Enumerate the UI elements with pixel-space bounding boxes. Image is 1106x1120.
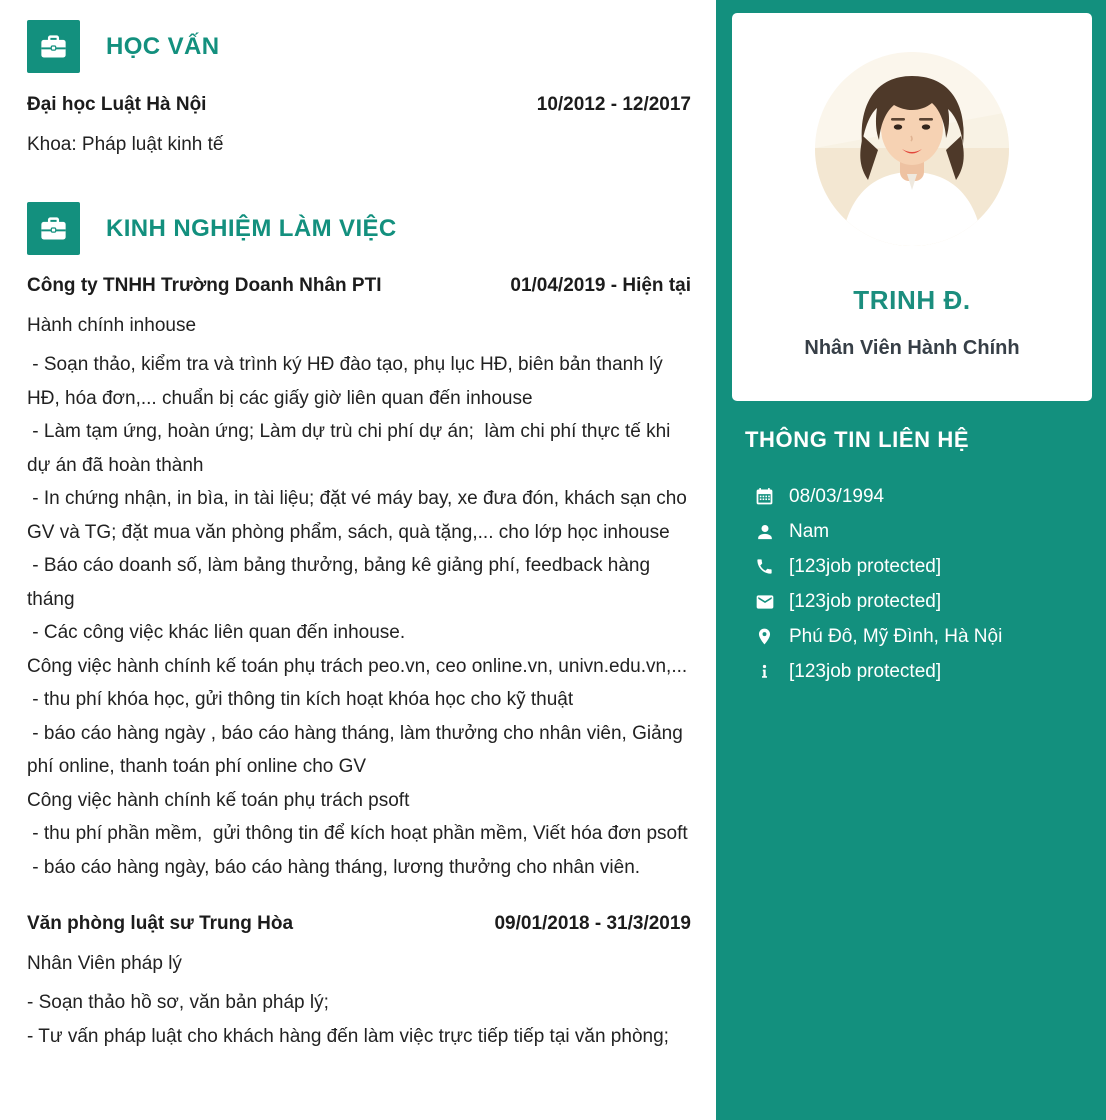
contact-item-gender [754,514,1106,549]
job-description-line: Công việc hành chính kế toán phụ trách peo.vn, ceo online.vn, univn.edu.vn,... [27,655,688,677]
contact-item-email [754,584,1106,619]
location-icon [754,627,775,646]
job-entry-header [27,912,691,936]
info-icon [754,663,775,680]
briefcase-icon [27,202,80,255]
envelope-icon [754,592,775,612]
calendar-icon [754,486,775,507]
phone-icon [754,557,775,576]
job-entry [27,274,691,884]
experience-section-title: KINH NGHIỆM LÀM VIỆC [106,214,397,242]
briefcase-icon [27,20,80,73]
experience-section-header [27,202,691,255]
job-entry-header [27,274,691,298]
person-icon [754,522,775,542]
contact-item-text: Nam [789,520,830,542]
job-description-line: - Soạn thảo, kiểm tra và trình ký HĐ đào tạo, phụ lục HĐ, biên bản thanh lý HĐ, hóa đơn,... chuẩn bị các giấy giờ liên quan đến inhouse [27,354,669,409]
job-dates: 01/04/2019 - Hiện tại [510,275,691,296]
profile-card [732,13,1092,401]
contact-list [716,479,1106,689]
experience-section [27,202,691,1053]
job-description [27,348,691,884]
contact-item-phone [754,549,1106,584]
job-description-line: - thu phí phần mềm, gửi thông tin để kích hoạt phần mềm, Viết hóa đơn psoft [27,823,688,844]
contact-item-text: Phú Đô, Mỹ Đình, Hà Nội [789,625,1003,647]
job-description-line: Công việc hành chính kế toán phụ trách psoft [27,789,410,811]
education-section-header [27,20,691,73]
education-section [27,20,691,157]
education-dates: 10/2012 - 12/2017 [536,94,691,115]
school-name: Đại học Luật Hà Nội [27,94,207,115]
job-description-line: - Tư vấn pháp luật cho khách hàng đến làm việc trực tiếp tiếp tại văn phòng; [27,1025,669,1047]
job-description-line: - Báo cáo doanh số, làm bảng thưởng, bảng kê giảng phí, feedback hàng tháng [27,555,656,610]
profile-name: TRINH Đ. [853,285,971,315]
job-description-line: - thu phí khóa học, gửi thông tin kích hoạt khóa học cho kỹ thuật [27,689,574,710]
contact-item-birthdate [754,479,1106,514]
job-role: Hành chính inhouse [27,315,197,336]
education-section-title: HỌC VẤN [106,32,220,60]
profile-job-title: Nhân Viên Hành Chính [804,337,1020,359]
job-description-line: - báo cáo hàng ngày , báo cáo hàng tháng, làm thưởng cho nhân viên, Giảng phí online, thanh toán phí online cho GV [27,722,689,777]
job-description-line: - Soạn thảo hồ sơ, văn bản pháp lý; [27,992,329,1013]
contact-item-text: 08/03/1994 [789,485,885,507]
company-name: Công ty TNHH Trường Doanh Nhân PTI [27,275,382,296]
education-faculty: Khoa: Pháp luật kinh tế [27,134,224,155]
profile-photo [815,52,1009,246]
contact-section-title: THÔNG TIN LIÊN HỆ [745,427,970,452]
contact-item-text: [123job protected] [789,590,942,612]
job-description-line: - In chứng nhận, in bìa, in tài liệu; đặt vé máy bay, xe đưa đón, khách sạn cho GV và TG; đặt mua văn phòng phẩm, sách, quà tặng,... cho lớp học inhouse [27,488,693,543]
contact-item-text: [123job protected] [789,555,942,577]
education-entry [27,93,691,117]
job-entry [27,912,691,1053]
job-role: Nhân Viên pháp lý [27,953,182,974]
contact-item-info [754,654,1106,689]
contact-item-address [754,619,1106,654]
contact-item-text: [123job protected] [789,660,942,682]
job-description-line: - báo cáo hàng ngày, báo cáo hàng tháng, lương thưởng cho nhân viên. [27,856,641,878]
company-name: Văn phòng luật sư Trung Hòa [27,913,294,934]
resume-sidebar [716,0,1106,1120]
job-dates: 09/01/2018 - 31/3/2019 [494,913,691,934]
job-description-line: - Làm tạm ứng, hoàn ứng; Làm dự trù chi phí dự án; làm chi phí thực tế khi dự án đã hoàn thành [27,421,676,476]
job-description-line: - Các công việc khác liên quan đến inhouse. [27,622,406,643]
job-description [27,986,691,1053]
